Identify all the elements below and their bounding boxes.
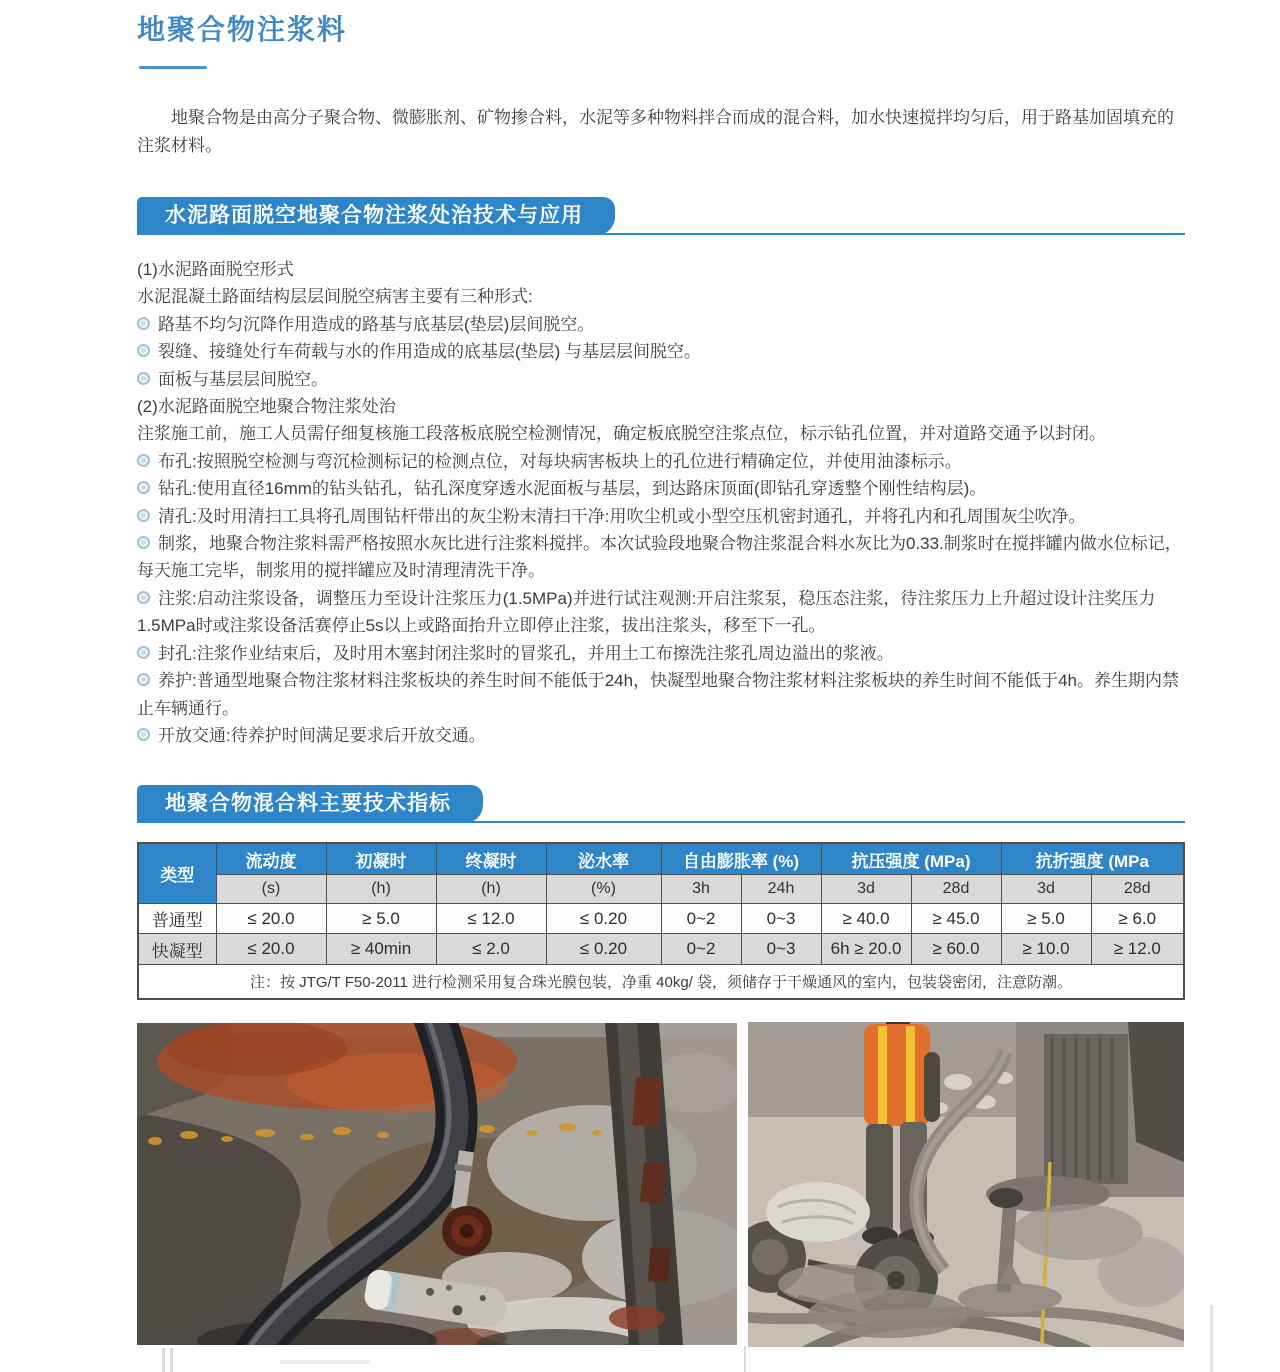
table-cell: ≤ 0.20 [546,934,661,965]
table-unit-cell: 28d [1091,875,1184,904]
body-line: 制浆，地聚合物注浆料需严格按照水灰比进行注浆料搅拌。本次试验段地聚合物注浆混合料水灰比为0.33.制浆时在搅拌罐内做水位标记，每天施工完毕，制浆用的搅拌罐应及时清理清洗干净。 [137,534,1182,581]
table-cell: ≥ 40min [326,934,436,965]
photo-left-art [137,1023,737,1345]
table-cell: ≥ 12.0 [1091,934,1184,965]
table-header-cell: 抗折强度 (MPa [1001,843,1184,875]
table-cell: 0~3 [741,904,821,934]
ring-bullet-icon [137,646,150,659]
body-line: 注浆施工前，施工人员需仔细复核施工段落板底脱空检测情况，确定板底脱空注浆点位，标示钻孔位置，并对道路交通予以封闭。 [137,424,1106,444]
table-unit-cell: 3d [1001,875,1091,904]
scan-artifact [1210,1305,1213,1372]
ring-bullet-icon [137,372,150,385]
table-cell: 0~2 [661,934,741,965]
body-line: (2)水泥路面脱空地聚合物注浆处治 [137,397,396,417]
scan-artifact [170,1348,173,1372]
ring-bullet-icon [137,481,150,494]
body-line: 注浆:启动注浆设备，调整压力至设计注浆压力(1.5MPa)并进行试注观测:开启注浆泵，稳压态注浆，待注浆压力上升超过设计注奖压力1.5MPa时或注浆设备活赛停止5s以上或路面抬升立即停止注浆，拔出注浆头，移至下一孔。 [137,588,1156,636]
table-header-cell: 初凝时 [326,843,436,875]
ring-bullet-icon [137,317,150,330]
table-cell: ≥ 40.0 [821,904,911,934]
ring-bullet-icon [137,454,150,467]
page-title: 地聚合物注浆料 [137,14,348,45]
body-line: 水泥混凝土路面结构层层间脱空病害主要有三种形式: [137,287,533,307]
table-note-row [138,965,1184,1000]
row-label: 普通型 [138,904,216,934]
body-line: 开放交通:待养护时间满足要求后开放交通。 [137,722,1187,749]
table-row [138,934,1184,965]
table-unit-cell: (h) [436,875,546,904]
intro-paragraph: 地聚合物是由高分子聚合物、微膨胀剂、矿物掺合料，水泥等多种物料拌合而成的混合料，加水快速搅拌均匀后，用于路基加固填充的注浆材料。 [137,108,1174,155]
table-header-cell: 流动度 [216,843,326,875]
table-cell: ≤ 20.0 [216,904,326,934]
table-unit-cell: 24h [741,875,821,904]
table-cell: ≥ 10.0 [1001,934,1091,965]
ring-bullet-icon [137,344,150,357]
table-header-cell: 终凝时 [436,843,546,875]
table-header-cell: 自由膨胀率 (%) [661,843,821,875]
table-cell: ≤ 12.0 [436,904,546,934]
body-line: 裂缝、接缝处行车荷载与水的作用造成的底基层(垫层) 与基层层间脱空。 [137,338,1187,365]
table-header-type: 类型 [138,843,216,904]
table-cell: ≥ 6.0 [1091,904,1184,934]
ring-bullet-icon [137,591,150,604]
table-cell: ≤ 20.0 [216,934,326,965]
body-line: 面板与基层层间脱空。 [137,366,1187,393]
section2-banner: 地聚合物混合料主要技术指标 [137,785,483,823]
body-line: (1)水泥路面脱空形式 [137,260,294,279]
table-unit-cell: (s) [216,875,326,904]
table-cell: ≥ 5.0 [326,904,436,934]
table-row [138,904,1184,934]
title-underline [139,66,207,69]
table-cell: ≤ 2.0 [436,934,546,965]
photo-grouting-hose-on-pavement [137,1023,737,1345]
body-line: 钻孔:使用直径16mm的钻头钻孔，钻孔深度穿透水泥面板与基层，到达路床顶面(即钻孔穿透整个刚性结构层)。 [137,475,1187,502]
table-unit-cell: (%) [546,875,661,904]
table-cell: ≤ 0.20 [546,904,661,934]
spec-table [137,842,1185,1000]
scan-artifact [744,1346,746,1372]
scan-artifact [162,1348,165,1372]
table-unit-cell: 3d [821,875,911,904]
ring-bullet-icon [137,673,150,686]
ring-bullet-icon [137,536,150,549]
table-cell: 0~2 [661,904,741,934]
table-unit-cell: (h) [326,875,436,904]
table-unit-cell: 28d [911,875,1001,904]
table-cell: ≥ 5.0 [1001,904,1091,934]
body-line: 养护:普通型地聚合物注浆材料注浆板块的养生时间不能低于24h，快凝型地聚合物注浆材料注浆板块的养生时间不能低于4h。养生期内禁止车辆通行。 [137,671,1179,718]
row-label: 快凝型 [138,934,216,965]
table-header-cell: 泌水率 [546,843,661,875]
section1-banner: 水泥路面脱空地聚合物注浆处治技术与应用 [137,197,615,235]
table-cell: 6h ≥ 20.0 [821,934,911,965]
body-line: 清孔:及时用清扫工具将孔周围钻杆带出的灰尘粉末清扫干净:用吹尘机或小型空压机密封通孔，并将孔内和孔周围灰尘吹净。 [137,503,1187,530]
scan-artifact [280,1360,370,1364]
body-line: 封孔:注浆作业结束后，及时用木塞封闭注浆时的冒浆孔，并用土工布擦洗注浆孔周边溢出的浆液。 [137,640,1187,667]
ring-bullet-icon [137,728,150,741]
ring-bullet-icon [137,509,150,522]
body-line: 路基不均匀沉降作用造成的路基与底基层(垫层)层间脱空。 [137,311,1187,338]
table-unit-cell: 3h [661,875,741,904]
body-line: 布孔:按照脱空检测与弯沉检测标记的检测点位，对每块病害板块上的孔位进行精确定位，并使用油漆标示。 [137,448,1187,475]
table-cell: ≥ 45.0 [911,904,1001,934]
photo-right-art [748,1022,1184,1347]
table-cell: 0~3 [741,934,821,965]
section1-body [137,256,1187,749]
table-note: 注：按 JTG/T F50-2011 进行检测采用复合珠光膜包装，净重 40kg/ 袋，须储存于干燥通风的室内，包装袋密闭，注意防潮。 [138,965,1184,1000]
table-header-cell: 抗压强度 (MPa) [821,843,1001,875]
photo-worksite-grouting [748,1022,1184,1347]
table-cell: ≥ 60.0 [911,934,1001,965]
